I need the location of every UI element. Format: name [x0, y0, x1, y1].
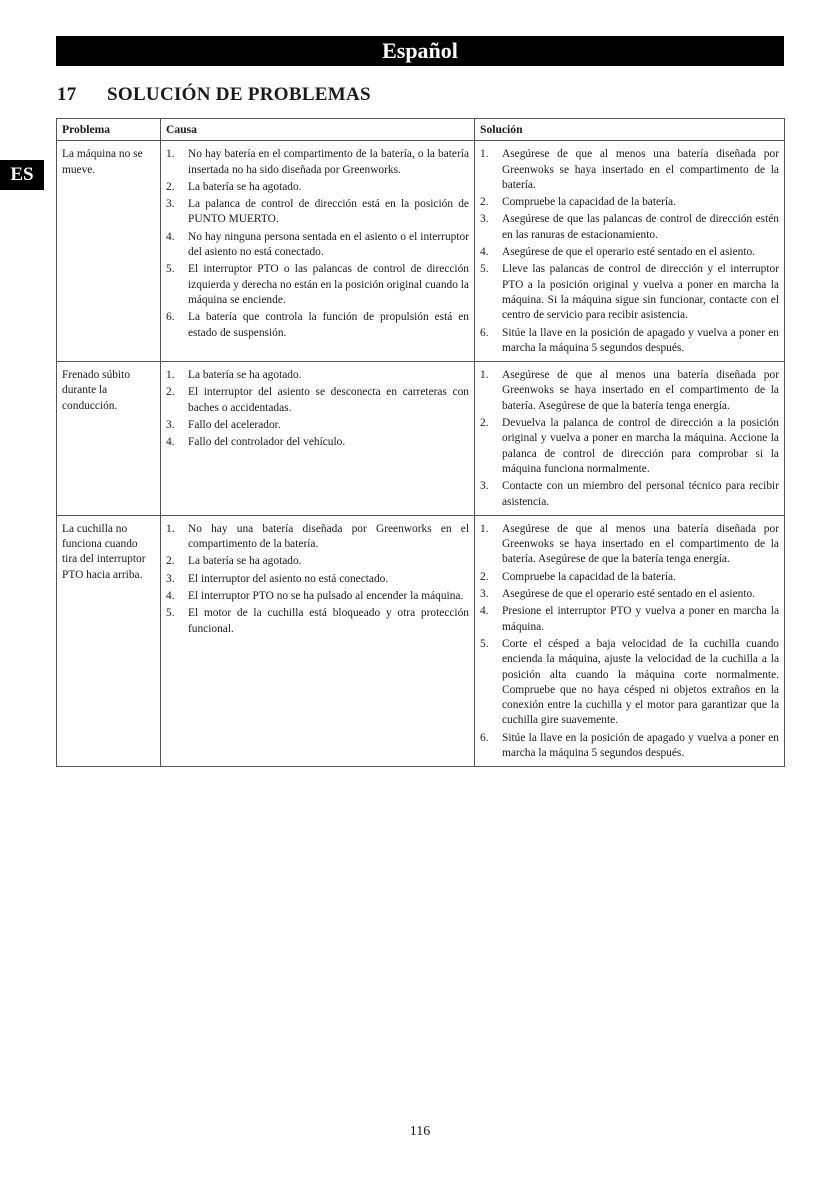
solution-item-text: Corte el césped a baja velocidad de la cuchilla cuando encienda la máquina, ajuste la velocidad de la cuchilla a la posición alta cuando la máquina corte normalmente. Compruebe que no haya césped ni objetos extraños en la conexión entre la cuchilla y el motor para garantizar que la cuchilla gire suavemente. [502, 637, 779, 727]
cause-item-number: 1. [166, 369, 175, 382]
cause-item [166, 197, 469, 228]
solution-item-text: Sitúe la llave en la posición de apagado y vuelva a poner en marcha la máquina 5 segundos después. [502, 326, 779, 354]
solution-item [480, 245, 779, 260]
problem-cell: Frenado súbito durante la conducción. [57, 362, 161, 516]
cause-list [166, 364, 469, 450]
cause-item-text: El interruptor del asiento se desconecta en carreteras con baches o accidentadas. [188, 386, 469, 414]
cause-item-number: 4. [166, 590, 175, 603]
cause-item-text: La batería se ha agotado. [188, 555, 302, 568]
solution-item [480, 368, 779, 414]
solution-item-number: 3. [480, 480, 489, 493]
cause-item-text: El interruptor PTO no se ha pulsado al encender la máquina. [188, 590, 464, 603]
cause-list [166, 143, 469, 341]
cause-item [166, 606, 469, 637]
solution-item-number: 4. [480, 246, 489, 259]
cause-item [166, 554, 469, 569]
cause-item [166, 522, 469, 553]
cause-item [166, 310, 469, 341]
solution-item [480, 587, 779, 602]
cause-item-text: Fallo del acelerador. [188, 419, 281, 432]
cause-item [166, 572, 469, 587]
header-solution: Solución [475, 119, 785, 141]
solution-cell [475, 362, 785, 516]
solution-item [480, 326, 779, 357]
cause-item-text: La palanca de control de dirección está en la posición de PUNTO MUERTO. [188, 198, 469, 226]
solution-item-text: Compruebe la capacidad de la batería. [502, 196, 676, 209]
solution-list [480, 364, 779, 510]
solution-item-text: Asegúrese de que el operario esté sentado en el asiento. [502, 246, 756, 259]
solution-list [480, 143, 779, 356]
cause-item [166, 435, 469, 450]
cause-item-number: 3. [166, 572, 175, 585]
cause-cell [161, 141, 475, 362]
cause-item-number: 4. [166, 230, 175, 243]
solution-item-number: 4. [480, 605, 489, 618]
cause-item-number: 2. [166, 555, 175, 568]
page-number [0, 1124, 840, 1140]
cause-item [166, 180, 469, 195]
cause-item-text: No hay una batería diseñada por Greenworks en el compartimento de la batería. [188, 522, 469, 551]
cause-item [166, 262, 469, 308]
solution-item [480, 195, 779, 210]
cause-item-text: La batería se ha agotado. [188, 369, 302, 382]
solution-item-number: 2. [480, 417, 489, 430]
cause-item-text: El interruptor PTO o las palancas de control de dirección izquierda y derecha no están en la posición original cuando la máquina se enciende. [188, 263, 469, 306]
solution-item-number: 2. [480, 196, 489, 209]
cause-list [166, 518, 469, 637]
solution-item [480, 212, 779, 243]
solution-item-text: Sitúe la llave en la posición de apagado y vuelva a poner en marcha la máquina 5 segundos después. [502, 731, 779, 759]
table-row [57, 515, 785, 766]
cause-item-number: 1. [166, 148, 175, 161]
cause-cell [161, 362, 475, 516]
solution-list [480, 518, 779, 761]
solution-item-number: 1. [480, 522, 489, 535]
section-title: SOLUCIÓN DE PROBLEMAS [107, 84, 371, 105]
cause-cell [161, 515, 475, 766]
solution-item-number: 1. [480, 148, 489, 161]
cause-item [166, 589, 469, 604]
solution-item-number: 6. [480, 731, 489, 744]
solution-item-text: Asegúrese de que el operario esté sentado en el asiento. [502, 588, 756, 601]
solution-item-text: Compruebe la capacidad de la batería. [502, 570, 676, 583]
cause-item [166, 385, 469, 416]
table-row [57, 362, 785, 516]
cause-item [166, 147, 469, 178]
solution-item-text: Contacte con un miembro del personal técnico para recibir asistencia. [502, 480, 779, 508]
cause-item [166, 418, 469, 433]
cause-item-text: La batería que controla la función de propulsión está en estado de suspensión. [188, 311, 469, 339]
solution-cell [475, 141, 785, 362]
cause-item [166, 230, 469, 261]
solution-item-number: 3. [480, 213, 489, 226]
cause-item-text: El interruptor del asiento no está conectado. [188, 572, 389, 585]
solution-item [480, 479, 779, 510]
cause-item-number: 5. [166, 607, 175, 620]
cause-item-number: 3. [166, 198, 175, 211]
side-tab-label: ES [10, 164, 34, 185]
solution-item [480, 570, 779, 585]
cause-item-text: La batería se ha agotado. [188, 180, 302, 193]
solution-item [480, 147, 779, 193]
cause-item-number: 2. [166, 386, 175, 399]
header-cause: Causa [161, 119, 475, 141]
solution-item-number: 5. [480, 637, 489, 650]
solution-item-text: Asegúrese de que al menos una batería diseñada por Greenwoks se haya insertado en el compartimento de la batería. [502, 148, 779, 191]
solution-item-text: Devuelva la palanca de control de dirección a la posición original y vuelva a poner en marcha la máquina. Accione la palanca de control de dirección para comprobar si la máquina funciona normalmente. [502, 417, 779, 475]
solution-item [480, 522, 779, 568]
solution-item-number: 6. [480, 326, 489, 339]
cause-item-number: 3. [166, 419, 175, 432]
solution-item-number: 2. [480, 570, 489, 583]
cause-item-number: 5. [166, 263, 175, 276]
language-header [56, 36, 784, 66]
troubleshooting-table [56, 118, 785, 767]
cause-item-number: 4. [166, 436, 175, 449]
solution-item-text: Asegúrese de que al menos una batería diseñada por Greenwoks se haya insertado en el compartimento de la batería. Asegúrese de que la batería tenga energía. [502, 522, 779, 566]
page-number-text: 116 [409, 1124, 431, 1139]
solution-cell [475, 515, 785, 766]
language-title: Español [382, 38, 458, 63]
section-number: 17 [57, 84, 77, 105]
cause-item-number: 6. [166, 311, 175, 324]
table-body [57, 141, 785, 767]
cause-item-text: No hay batería en el compartimento de la batería, o la batería insertada no ha sido diseñada por Greenworks. [188, 148, 469, 176]
cause-item-text: El motor de la cuchilla está bloqueado y otra protección funcional. [188, 607, 469, 635]
cause-item-number: 1. [166, 522, 175, 535]
solution-item [480, 416, 779, 477]
cause-item-number: 2. [166, 180, 175, 193]
solution-item [480, 604, 779, 635]
solution-item [480, 731, 779, 762]
language-side-tab [0, 160, 44, 190]
solution-item-number: 1. [480, 369, 489, 382]
solution-item-text: Presione el interruptor PTO y vuelva a poner en marcha la máquina. [502, 605, 779, 633]
table-header-row [57, 119, 785, 141]
solution-item-text: Lleve las palancas de control de dirección y el interruptor PTO a la posición original y vuelva a poner en marcha la máquina. Si la máquina sigue sin funcionar, contacte con el centro de servicio para recibir asistencia. [502, 263, 779, 322]
cause-item [166, 368, 469, 383]
problem-cell: La cuchilla no funciona cuando tira del interruptor PTO hacia arriba. [57, 515, 161, 766]
header-problem: Problema [57, 119, 161, 141]
cause-item-text: No hay ninguna persona sentada en el asiento o el interruptor del asiento no está conectado. [188, 230, 469, 259]
solution-item [480, 262, 779, 323]
solution-item-text: Asegúrese de que las palancas de control de dirección estén en las ranuras de estacionamiento. [502, 213, 779, 241]
solution-item [480, 637, 779, 729]
solution-item-text: Asegúrese de que al menos una batería diseñada por Greenwoks se haya insertado en el compartimento de la batería. Asegúrese de que la batería tenga energía. [502, 369, 779, 412]
cause-item-text: Fallo del controlador del vehículo. [188, 436, 346, 449]
table-row [57, 141, 785, 362]
solution-item-number: 3. [480, 588, 489, 601]
section-heading [57, 84, 371, 106]
solution-item-number: 5. [480, 263, 489, 276]
problem-cell: La máquina no se mueve. [57, 141, 161, 362]
